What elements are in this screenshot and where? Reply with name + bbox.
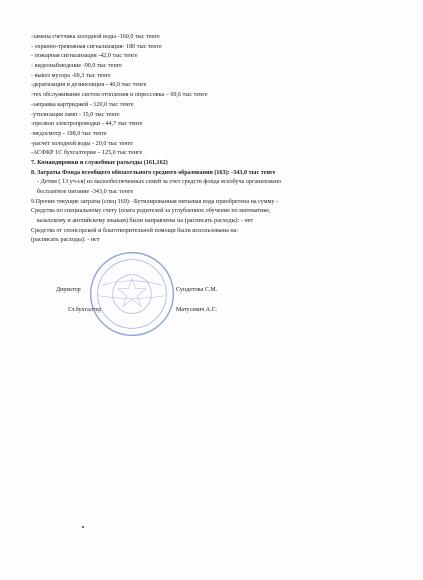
document-line: -дератизация и дезинсекция - 40,0 тыс тенге (31, 82, 147, 89)
document-line: -АСФКР 1С бухгалтерия – 125,0 тыс тенге (31, 150, 143, 157)
document-line: (расписать расходы): - нет (31, 237, 100, 244)
document-line: Средства по специальному счету (плата родителей за углубленное обучение по математике, (31, 208, 271, 215)
document-line: -утилизация ламп - 15,0 тыс тенге (31, 111, 120, 118)
document-line: - видеонаблюдение -90,0 тыс тенге (31, 63, 122, 70)
document-line: - Детям ( 13 уч-ся) из малообеспеченных семей за счет средств фонда всеобуча организовано (37, 179, 282, 186)
document-line: казахскому и английскому языкам) были направлены на (расписать расходы): - нет (37, 218, 254, 225)
speck (82, 526, 84, 528)
document-line: -прозвон электропроводки - 44,7 тыс тенге (31, 121, 143, 128)
document-line: -тех обслуживание систем отопления и опрессовка – 69,6 тыс тенге (31, 92, 208, 99)
document-line: 7. Командировки и служебные разъезды (161,162) (31, 159, 168, 166)
document-body (31, 33, 411, 246)
official-stamp (88, 250, 176, 338)
document-line: -расчет холодной воды - 20,0 тыс тенге (31, 140, 133, 147)
document-line: 9.Прочие текущие затраты (спец 169): -Бутилированная питьевая вода приобретена на сумму - (31, 198, 279, 205)
document-line: - пожарная сигнализация -42,0 тыс тенге (31, 53, 138, 60)
accountant-name: Матусевич А.С. (176, 307, 218, 313)
document-line: -заправка картриджей - 120,0 тыс тенге (31, 101, 134, 108)
document-line: - вывоз мусора -69,3 тыс тенге (31, 72, 111, 79)
document-line: бесплатное питание -343,0 тыс тенге (37, 189, 134, 195)
document-line: 8. Затраты Фонда всеобщего обязательного среднего образования (163): -343,0 тыс тенге (31, 169, 276, 176)
accountant-label: Гл.бухгалтер (68, 307, 102, 313)
document-line: - охранно-тревожная сигнализация- 180 тыс тенге (31, 43, 162, 50)
document-line: -медосмотр - 198,0 тыс тенге (31, 130, 107, 137)
document-line: -замена счетчика холодной воды -160,0 тыс тенге (31, 34, 160, 40)
director-label: Директор (56, 287, 81, 293)
director-name: Сундетова С.М. (176, 287, 218, 293)
document-line: Средства от спонсорской и благотворительной помощи были использованы на: (31, 227, 239, 234)
